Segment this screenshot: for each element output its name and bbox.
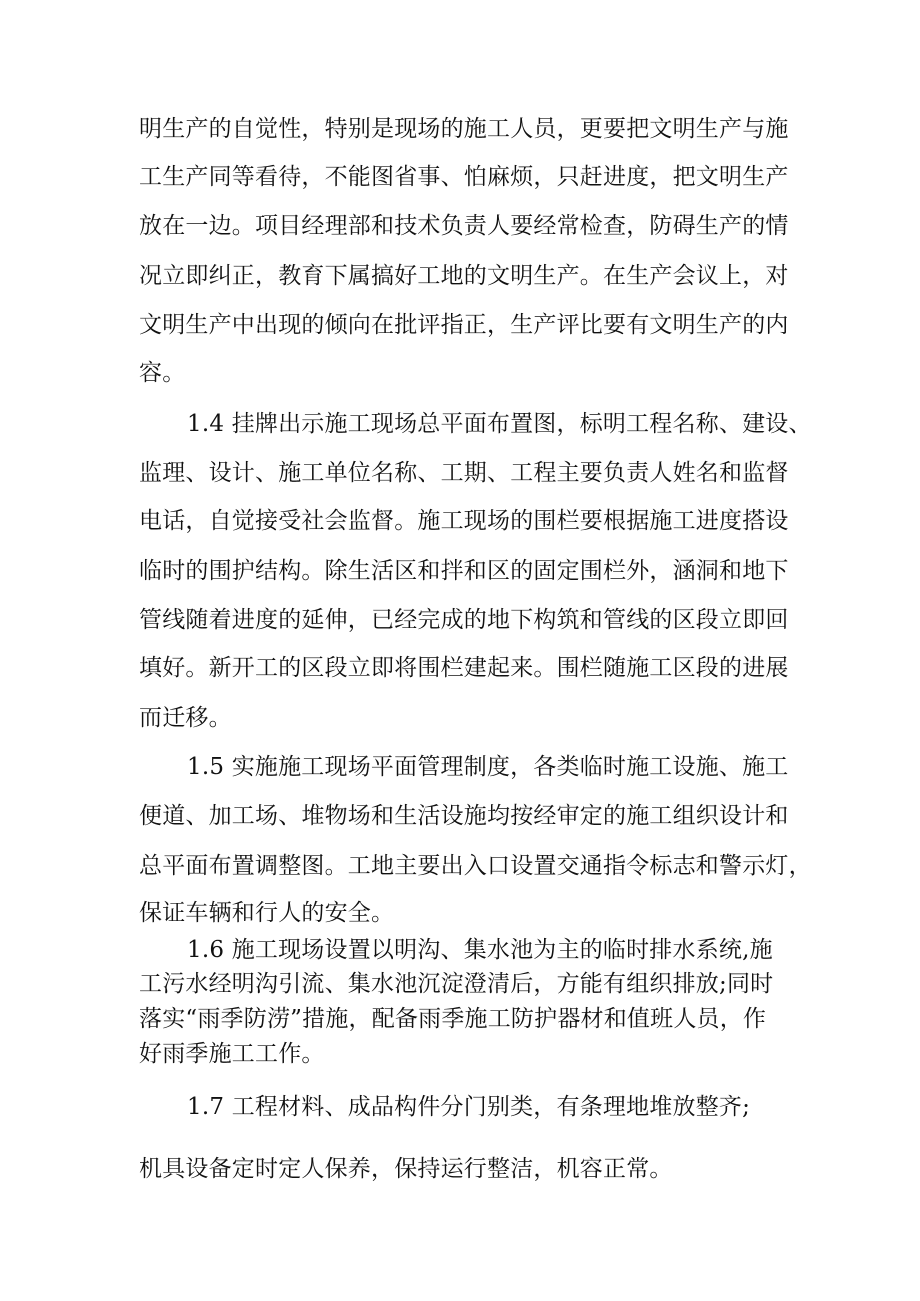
paragraph-heading-1-7: 1.7 工程材料、成品构件分门别类，有条理地堆放整齐; (187, 1094, 751, 1120)
text-line: 容。 (139, 360, 186, 386)
paragraph-heading-1-6: 1.6 施工现场设置以明沟、集水池为主的临时排水系统,施 (187, 937, 773, 963)
text-line: 而迁移。 (139, 705, 232, 731)
text-line: 管线随着进度的延伸，已经完成的地下构筑和管线的区段立即回 (139, 607, 789, 633)
text-line: 填好。新开工的区段立即将围栏建起来。围栏随施工区段的进展 (139, 655, 789, 681)
text-line: 文明生产中出现的倾向在批评指正，生产评比要有文明生产的内 (139, 312, 789, 338)
paragraph-heading-1-5: 1.5 实施施工现场平面管理制度，各类临时施工设施、施工 (187, 754, 789, 780)
text-line: 机具设备定时定人保养，保持运行整洁，机容正常。 (139, 1156, 673, 1182)
text-line: 好雨季施工工作。 (139, 1041, 325, 1067)
text-line: 工污水经明沟引流、集水池沉淀澄清后，方能有组织排放;同时 (139, 971, 774, 997)
text-line: 明生产的自觉性，特别是现场的施工人员，更要把文明生产与施 (139, 116, 789, 142)
text-line: 放在一边。项目经理部和技术负责人要经常检查，防碍生产的情 (139, 213, 789, 239)
text-line: 便道、加工场、堆物场和生活设施均按经审定的施工组织设计和 (139, 803, 789, 829)
text-line: 况立即纠正，教育下属搞好工地的文明生产。在生产会议上，对 (139, 263, 789, 289)
text-line: 监理、设计、施工单位名称、工期、工程主要负责人姓名和监督 (139, 460, 789, 486)
text-line: 电话，自觉接受社会监督。施工现场的围栏要根据施工进度搭设 (139, 508, 789, 534)
text-line: 工生产同等看待，不能图省事、怕麻烦，只赶进度，把文明生产 (139, 164, 789, 190)
text-line: 落实“雨季防涝”措施，配备雨季施工防护器材和值班人员，作 (139, 1006, 767, 1032)
text-line: 临时的围护结构。除生活区和拌和区的固定围栏外，涵洞和地下 (139, 558, 789, 584)
text-line: 总平面布置调整图。工地主要出入口设置交通指令标志和警示灯， (139, 853, 812, 879)
paragraph-heading-1-4: 1.4 挂牌出示施工现场总平面布置图，标明工程名称、建设、 (187, 411, 812, 437)
text-line: 保证车辆和行人的安全。 (139, 900, 395, 926)
